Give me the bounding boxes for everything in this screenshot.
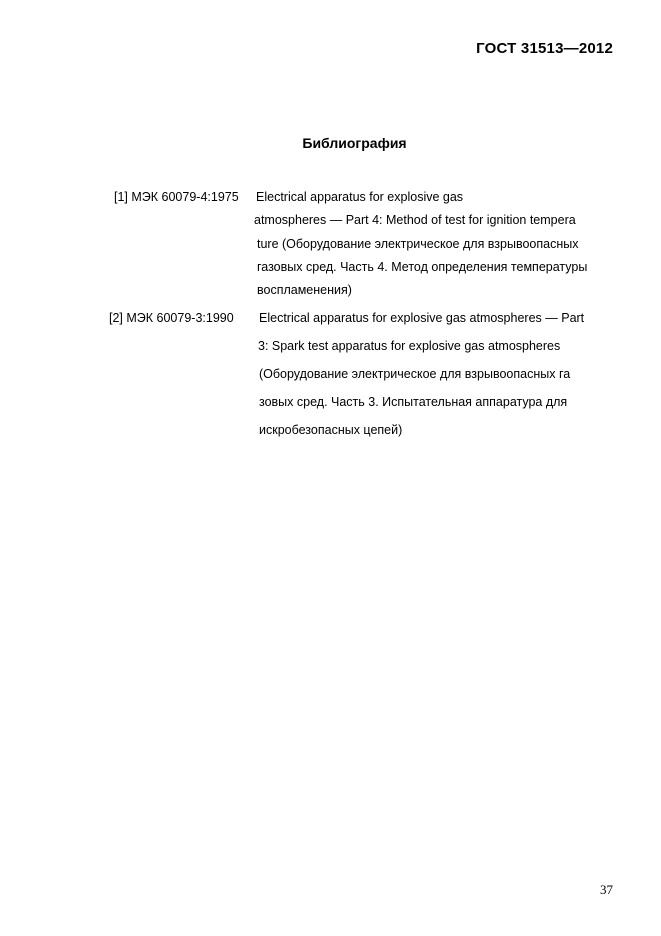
bibliography-1-line-5: воспламенения) [257, 283, 352, 297]
doc-code-dash: — [563, 40, 579, 57]
bibliography-2-line-3: (Оборудование электрическое для взрывоопасных га [259, 367, 571, 381]
bibliography-1-line-4: газовых сред. Часть 4. Метод определения температуры [257, 260, 588, 274]
bibliography-2-line-5: искробезопасных цепей) [259, 423, 403, 437]
bibliography-1-line-3: ture (Оборудование электрическое для взрывоопасных [257, 237, 579, 251]
page-title: Библиография [302, 135, 407, 151]
bibliography-2-line-1: Electrical apparatus for explosive gas atmospheres — Part [259, 311, 585, 325]
bibliography-2-line-4: зовых сред. Часть 3. Испытательная аппаратура для [259, 395, 568, 409]
page-number: 37 [600, 882, 613, 897]
bibliography-1-line-1: Electrical apparatus for explosive gas [256, 190, 464, 204]
doc-code-part-b: 2012 [578, 40, 613, 57]
document-header [476, 40, 613, 57]
bibliography-ref-2: [2] МЭК 60079-3:1990 [109, 311, 234, 325]
doc-code-part-a: ГОСТ 31513 [476, 40, 564, 57]
bibliography-ref-1: [1] МЭК 60079-4:1975 [114, 190, 239, 204]
bibliography-1-line-2: atmospheres — Part 4: Method of test for ignition tempera [254, 213, 576, 227]
bibliography-2-line-2: 3: Spark test apparatus for explosive gas atmospheres [258, 339, 561, 353]
